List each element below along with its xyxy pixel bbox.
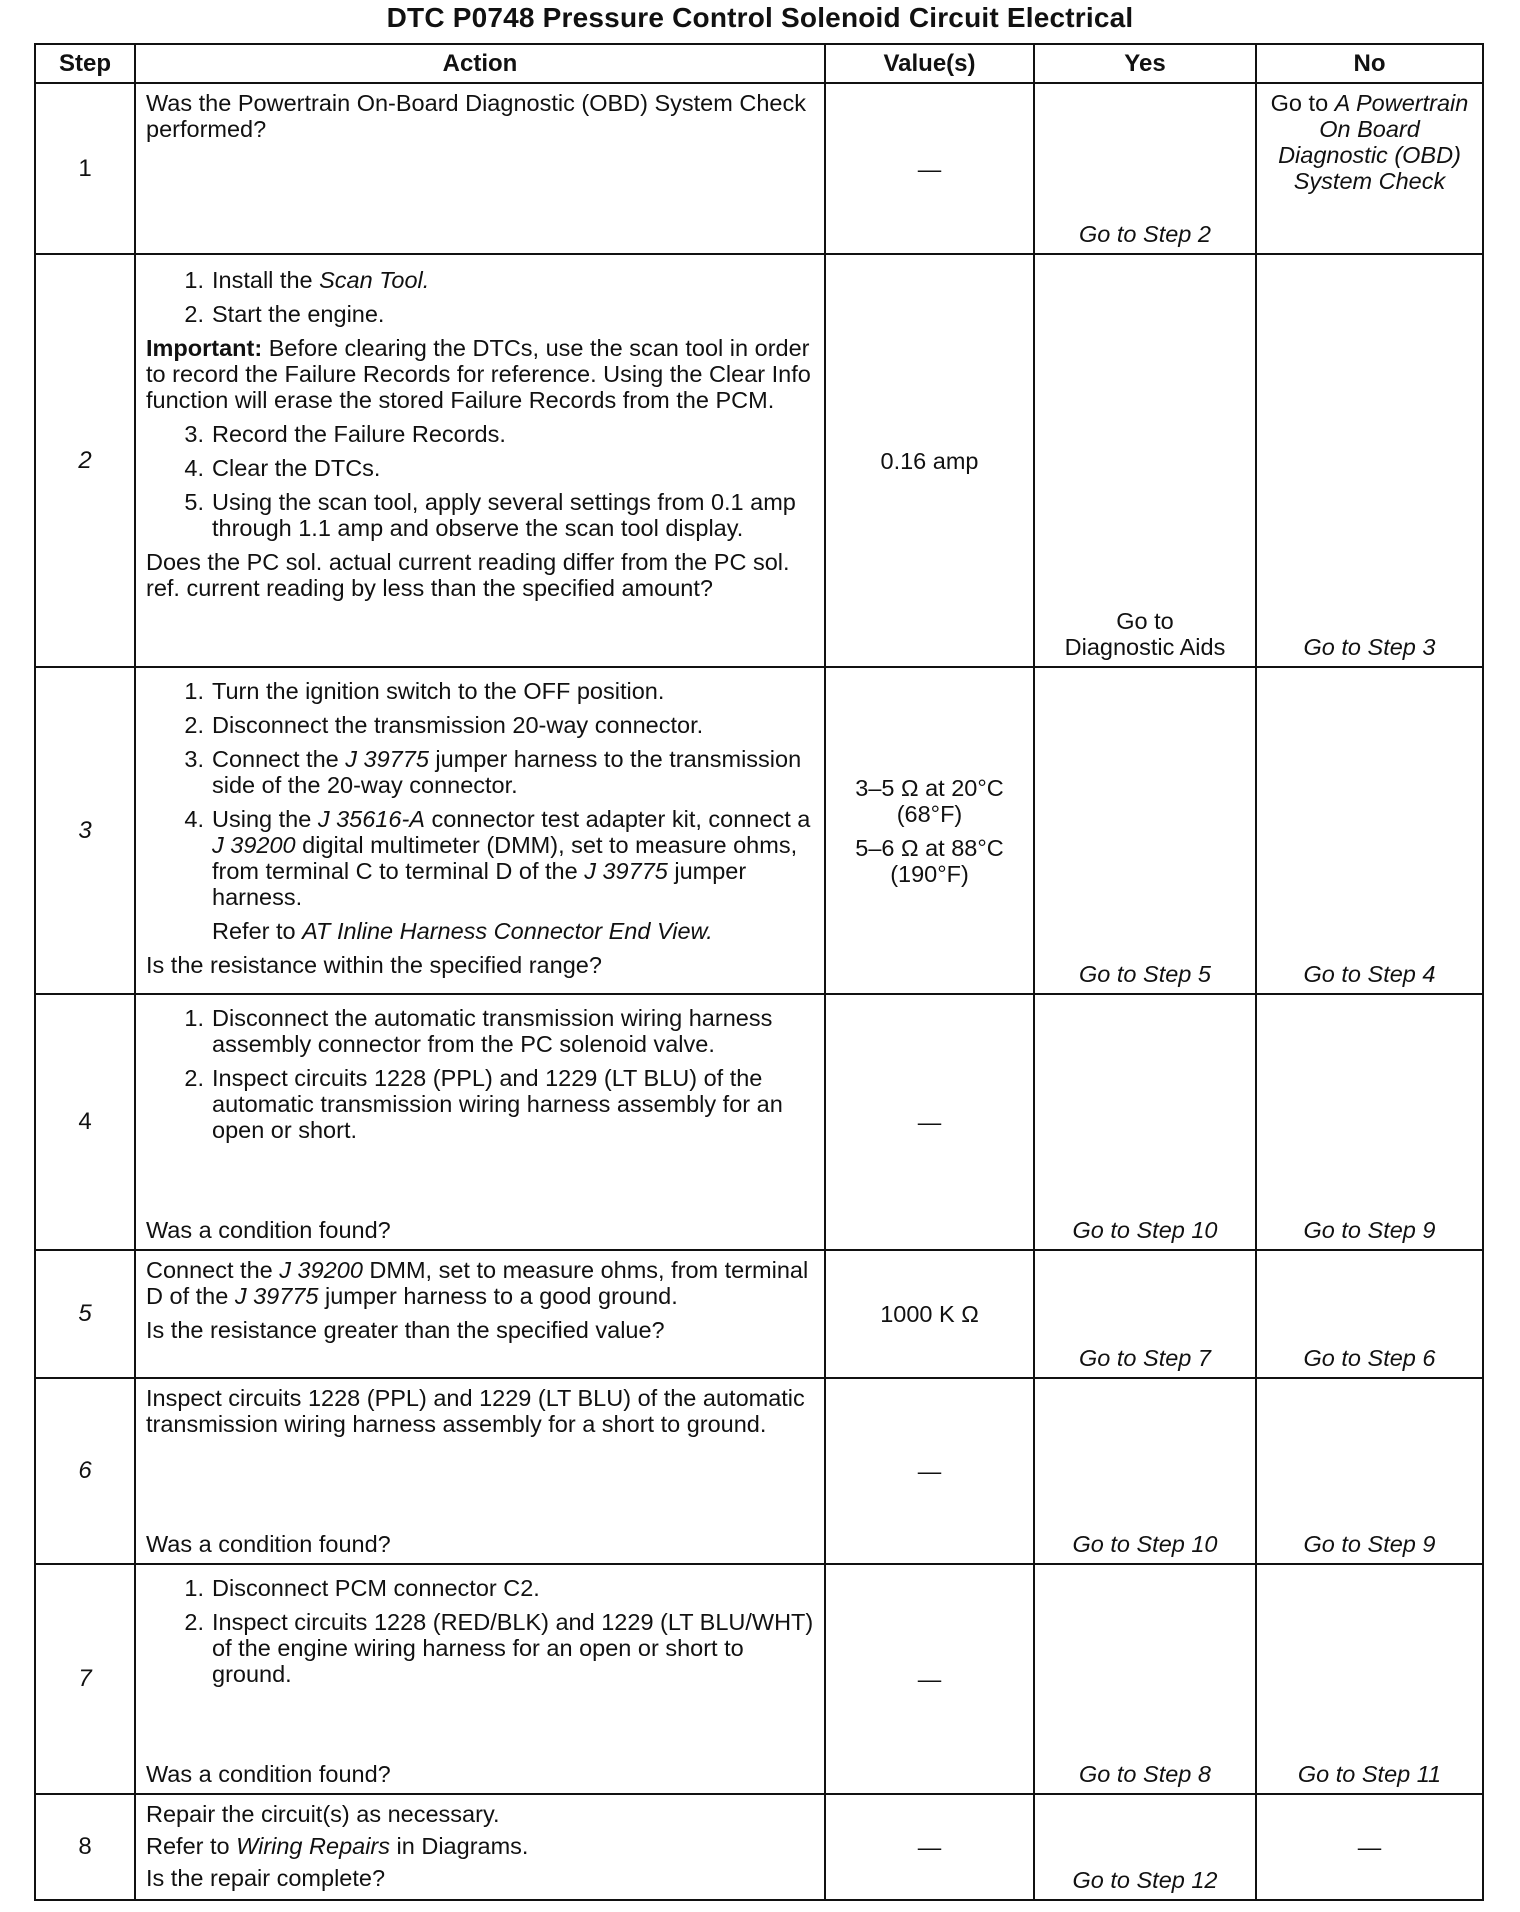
step-number: 6	[35, 1378, 135, 1564]
header-step: Step	[35, 44, 135, 83]
yes-cell: Go to Step 12	[1034, 1794, 1256, 1900]
yes-cell: Go to Step 7	[1034, 1250, 1256, 1378]
value-cell: 1000 K Ω	[825, 1250, 1034, 1378]
header-values: Value(s)	[825, 44, 1034, 83]
table-row	[35, 254, 1483, 667]
step-number: 2	[35, 254, 135, 667]
diagnostic-table	[34, 43, 1484, 1901]
page-title: DTC P0748 Pressure Control Solenoid Circuit Electrical	[386, 2, 1134, 33]
list-item: 1. Disconnect the automatic transmission wiring harness assembly connector from the PC solenoid valve.	[184, 1005, 773, 1057]
value-cell: 3–5 Ω at 20°C (68°F) 5–6 Ω at 88°C (190°F)	[825, 667, 1034, 994]
list-item: 3. Record the Failure Records.	[184, 421, 506, 447]
step-number: 3	[35, 667, 135, 994]
table-row	[35, 83, 1483, 254]
value-cell: —	[825, 1564, 1034, 1794]
no-cell: Go to Step 6	[1256, 1250, 1483, 1378]
header-action: Action	[135, 44, 825, 83]
question: Does the PC sol. actual current reading differ from the PC sol. ref. current reading by less than the specified amount?	[146, 549, 790, 601]
list-item: 4. Clear the DTCs.	[184, 455, 381, 481]
table-row	[35, 1794, 1483, 1900]
list-item: 3. Connect the J 39775 jumper harness to the transmission side of the 20-way connector.	[184, 746, 802, 798]
no-cell: —	[1256, 1794, 1483, 1900]
list-item: 5. Using the scan tool, apply several settings from 0.1 amp through 1.1 amp and observe the scan tool display.	[184, 489, 796, 541]
action-cell	[135, 83, 825, 254]
action-cell	[135, 994, 825, 1250]
step-number: 4	[35, 994, 135, 1250]
important-note: Important: Before clearing the DTCs, use the scan tool in order to record the Failure Records for reference. Using the Clear Info function will erase the stored Failure Records from the PCM.	[146, 335, 811, 413]
list-item: 1. Install the Scan Tool.	[184, 267, 430, 293]
value-cell: 0.16 amp	[825, 254, 1034, 667]
question: Is the resistance within the specified range?	[146, 952, 602, 978]
step-number: 7	[35, 1564, 135, 1794]
header-yes: Yes	[1034, 44, 1256, 83]
list-item: 2. Disconnect the transmission 20-way connector.	[184, 712, 704, 738]
question: Is the resistance greater than the specified value?	[146, 1317, 665, 1343]
table-row	[35, 1564, 1483, 1794]
no-cell: Go to Step 4	[1256, 667, 1483, 994]
no-cell: Go to Step 9	[1256, 994, 1483, 1250]
question: Was a condition found?	[146, 1761, 391, 1787]
no-cell: Go to Step 11	[1256, 1564, 1483, 1794]
value-cell: —	[825, 994, 1034, 1250]
no-cell: Go to Step 9	[1256, 1378, 1483, 1564]
list-item: 1. Turn the ignition switch to the OFF position.	[184, 678, 665, 704]
yes-cell: Go to Step 10	[1034, 1378, 1256, 1564]
list-item: 2. Inspect circuits 1228 (PPL) and 1229 (LT BLU) of the automatic transmission wiring harness assembly for an open or short.	[184, 1065, 783, 1143]
action-cell	[135, 667, 825, 994]
header-no: No	[1256, 44, 1483, 83]
table-row	[35, 1250, 1483, 1378]
question: Is the repair complete?	[146, 1865, 386, 1891]
action-cell: Connect the J 39200 DMM, set to measure ohms, from terminal D of the J 39775 jumper harness to a good ground. Is the resistance greater than the specified value?	[135, 1250, 825, 1378]
action-cell: Inspect circuits 1228 (PPL) and 1229 (LT BLU) of the automatic transmission wiring harness assembly for a short to ground. Was a condition found?	[135, 1378, 825, 1564]
list-item: 2. Inspect circuits 1228 (RED/BLK) and 1229 (LT BLU/WHT) of the engine wiring harness for an open or short to ground.	[184, 1609, 814, 1687]
table-row	[35, 994, 1483, 1250]
no-link: A Powertrain On Board Diagnostic (OBD) System Check	[1278, 90, 1469, 194]
yes-cell: Go to Diagnostic Aids	[1034, 254, 1256, 667]
question: Was a condition found?	[146, 1217, 391, 1243]
no-cell: Go to Step 3	[1256, 254, 1483, 667]
action-text: Was the Powertrain On-Board Diagnostic (OBD) System Check performed?	[146, 90, 806, 142]
step-number: 1	[35, 83, 135, 254]
value-cell: —	[825, 1378, 1034, 1564]
step-number: 8	[35, 1794, 135, 1900]
table-header-row	[35, 44, 1483, 83]
yes-cell: Go to Step 5	[1034, 667, 1256, 994]
list-item: 4. Using the J 35616-A connector test adapter kit, connect a J 39200 digital multimeter (DMM), set to measure ohms, from terminal C to terminal D of the J 39775 jumper harness.	[184, 806, 811, 910]
list-item: 1. Disconnect PCM connector C2.	[184, 1575, 540, 1601]
list-item: 2. Start the engine.	[184, 301, 385, 327]
no-prefix: Go to	[1270, 90, 1329, 116]
action-cell	[135, 1564, 825, 1794]
refer-note: Refer to AT Inline Harness Connector End View.	[212, 918, 713, 944]
value-cell: —	[825, 1794, 1034, 1900]
table-row	[35, 667, 1483, 994]
yes-cell: Go to Step 8	[1034, 1564, 1256, 1794]
no-cell	[1256, 83, 1483, 254]
question: Was a condition found?	[146, 1531, 391, 1557]
table-row	[35, 1378, 1483, 1564]
step-number: 5	[35, 1250, 135, 1378]
value-cell: —	[825, 83, 1034, 254]
yes-cell: Go to Step 10	[1034, 994, 1256, 1250]
action-cell	[135, 254, 825, 667]
yes-cell: Go to Step 2	[1034, 83, 1256, 254]
action-cell: Repair the circuit(s) as necessary. Refer to Wiring Repairs in Diagrams. Is the repair complete?	[135, 1794, 825, 1900]
